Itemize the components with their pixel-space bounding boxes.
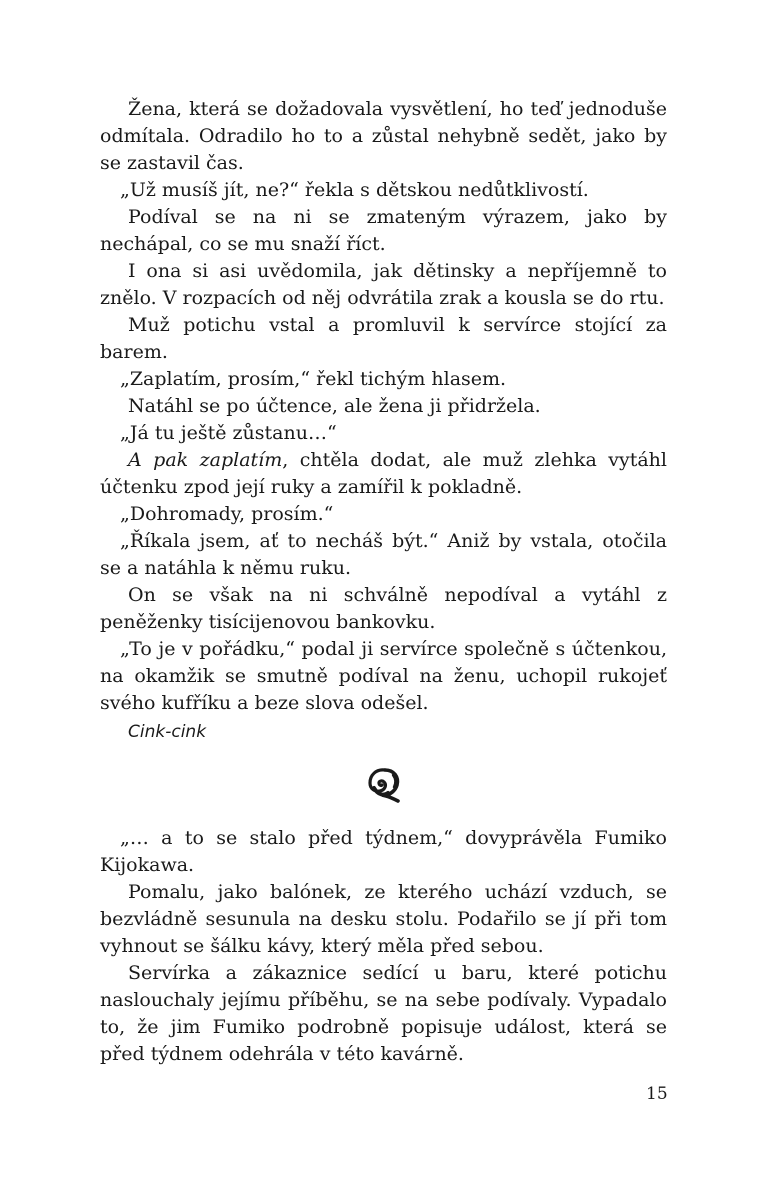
paragraph-rest: , chtěla dodat, ale muž zlehka vytáhl účtenku zpod její ruky a zamířil k pokladně. <box>100 449 667 498</box>
dialogue-paragraph: „Já tu ještě zůstanu…“ <box>120 422 337 444</box>
paragraph: Žena, která se dožadovala vysvětlení, ho teď jednoduše odmítala. Odradilo ho to a zůstal nehybně sedět, jako by se zastavil čas. <box>100 98 667 174</box>
story-section-2 <box>100 825 667 1068</box>
swirl-ornament-icon <box>366 766 402 804</box>
story-section-1 <box>100 96 667 717</box>
paragraph: Muž potichu vstal a promluvil k servírce stojící za barem. <box>100 314 667 363</box>
paragraph: Natáhl se po účtence, ale žena ji přidržela. <box>128 395 541 417</box>
dialogue-paragraph: „Už musíš jít, ne?“ řekla s dětskou nedůtklivostí. <box>120 179 589 201</box>
dialogue-paragraph: „… a to se stalo před týdnem,“ dovyprávěla Fumiko Kijokawa. <box>100 827 667 876</box>
paragraph: Servírka a zákaznice sedící u baru, které potichu naslouchaly jejímu příběhu, se na sebe podívaly. Vypadalo to, že jim Fumiko podrobně popisuje událost, která se před týdnem odehrála v této kavárně. <box>100 962 667 1065</box>
paragraph: Pomalu, jako balónek, ze kterého uchází vzduch, se bezvládně sesunula na desku stolu. Podařilo se jí při tom vyhnout se šálku kávy, který měla před sebou. <box>100 881 667 957</box>
page-number: 15 <box>646 1084 668 1104</box>
dialogue-paragraph: „Zaplatím, prosím,“ řekl tichým hlasem. <box>120 368 507 390</box>
dialogue-paragraph: „Dohromady, prosím.“ <box>120 503 334 525</box>
paragraph: On se však na ni schválně nepodíval a vytáhl z peněženky tisícijenovou bankovku. <box>100 584 667 633</box>
paragraph: Podíval se na ni se zmateným výrazem, jako by nechápal, co se mu snaží říct. <box>100 206 667 255</box>
paragraph <box>100 447 667 501</box>
italic-phrase: A pak zaplatím <box>128 449 283 471</box>
scene-label: Cink-cink <box>128 722 207 742</box>
dialogue-paragraph: „To je v pořádku,“ podal ji servírce společně s účtenkou, na okamžik se smutně podíval na ženu, uchopil rukojeť svého kufříku a beze slova odešel. <box>100 638 667 714</box>
paragraph: I ona si asi uvědomila, jak dětinsky a nepříjemně to znělo. V rozpacích od něj odvrátila zrak a kousla se do rtu. <box>100 260 667 309</box>
dialogue-paragraph: „Říkala jsem, ať to necháš být.“ Aniž by vstala, otočila se a natáhla k němu ruku. <box>100 530 667 579</box>
